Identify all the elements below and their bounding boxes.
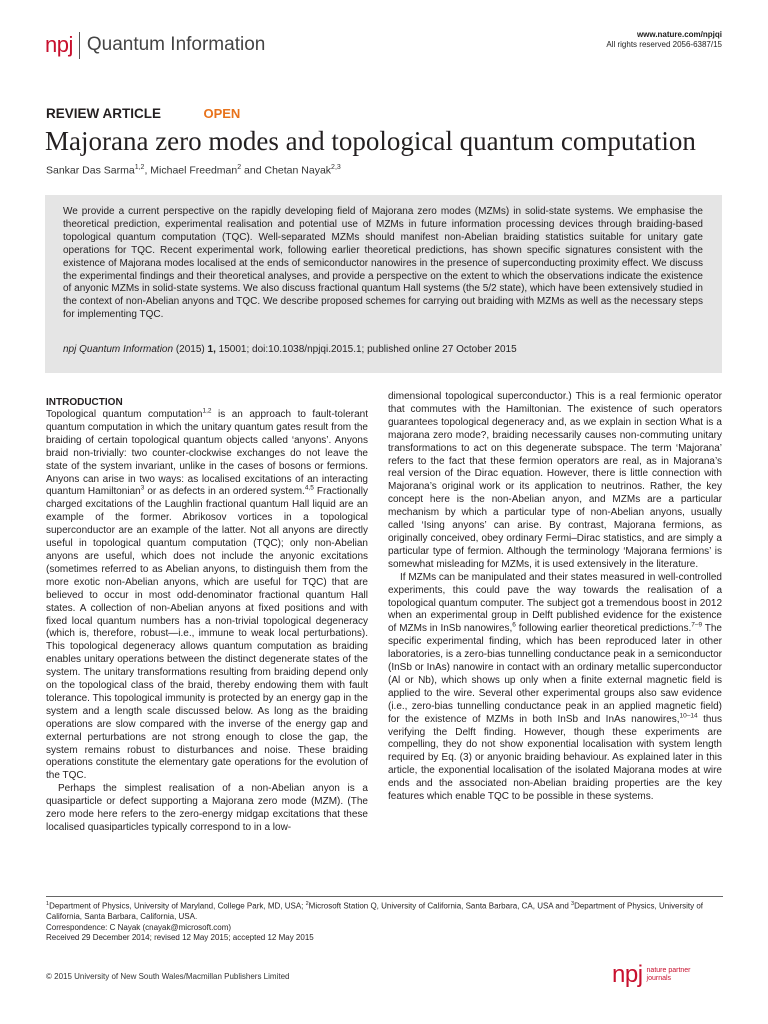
correspondence: Correspondence: C Nayak (cnayak@microsoft.com) [46, 922, 232, 932]
reference-marker: 4,5 [304, 485, 314, 493]
citation-volume: 1, [207, 344, 216, 355]
reference-marker: 1,2 [202, 407, 212, 415]
citation-journal: npj Quantum Information [63, 344, 174, 355]
partner-journals-label [647, 967, 691, 983]
open-access-label: OPEN [203, 106, 241, 121]
partner-line-2: journals [646, 975, 672, 982]
author-affiliation: 2,3 [331, 164, 341, 171]
rights-line: All rights reserved 2056-6387/15 [606, 40, 722, 49]
affiliations: $^1$Department of Physics, University of Maryland, College Park, MD, USA; $^2$Microsoft Station Q, University of California, Santa Barbara, CA, USA and $^3$Department of Physics, University of California, Santa Barbara, California, USA. [46, 901, 703, 922]
body-column-right [388, 391, 722, 804]
author-affiliation: 1,2 [134, 164, 145, 171]
logo-divider [79, 32, 80, 59]
body-paragraph: If MZMs can be manipulated and their states measured in well-controlled experiments, this could pave the way towards the realisation of a topological quantum computer. The subject got a tremendous boost in 2012 when an experimental group in Delft published evidence for the existence of MZMs in InSb nanowires,$^6$ following earlier theoretical predictions.$^{7-9}$ The specific experimental finding, which has been reproduced later in other laboratories, is a zero-bias tunnelling conductance peak in a semiconductor (InSb or InAs) nanowire in contact with an ordinary metallic superconductor (Al or Nb), which shows up only when a finite external magnetic field is applied to the wire. Several other experimental groups also saw evidence (i.e., zero-bias tunnelling conductance peak in an applied magnetic field) for the existence of MZMs in both InSb and InAs nanowires,$^{10-14}$ thus verifying the Delft finding. However, though these experiments are compelling, they do not show exponential localisation with system length required by Eq. (3) or anyonic braiding behaviour. As explained later in this article, the exponential localisation of the isolated Majorana modes at wire ends and the associated non-Abelian braiding properties are the key features which enable TQC to be possible in these systems. [388, 571, 722, 803]
affiliation-number: 3 [571, 901, 575, 907]
author-name: Michael Freedman [150, 164, 238, 177]
header-info [606, 30, 722, 50]
author-name: Sankar Das Sarma [46, 164, 135, 177]
journal-url[interactable]: www.nature.com/npjqi [636, 30, 722, 39]
author-name: Chetan Nayak [264, 164, 332, 177]
affiliation-number: 2 [305, 901, 309, 907]
citation-details: 15001; doi:10.1038/npjqi.2015.1; published online 27 October 2015 [218, 344, 517, 355]
abstract-text: We provide a current perspective on the rapidly developing field of Majorana zero modes (MZMs) in solid-state systems. We emphasise the theoretical prediction, experimental realisation and potential use of MZMs in future information processing devices through braiding-based topological quantum computation (TQC). Well-separated MZMs should manifest non-Abelian braiding statistics suitable for unitary gate operations for TQC. Recent experimental work, following earlier theoretical predictions, has shown specific signatures consistent with the existence of Majorana modes localised at the ends of semiconductor nanowires in the presence of superconducting proximity effect. We discuss the experimental findings and their theoretical analyses, and provide a perspective on the extent to which the observations indicate the existence of anyonic MZMs in solid-state systems. We also discuss fractional quantum Hall systems (the 5/2 state), which have been extensively studied in the context of non-Abelian anyons and TQC. We describe proposed schemes for carrying out braiding with MZMs as well as the necessary steps for implementing TQC. [63, 206, 703, 321]
copyright: © 2015 University of New South Wales/Macmillan Publishers Limited [46, 972, 290, 981]
footnotes [46, 899, 723, 944]
article-type-row [46, 105, 240, 123]
reference-marker: 3 [140, 485, 145, 493]
footer-npj-text: npj [612, 961, 643, 988]
footnote-divider [46, 896, 723, 897]
body-paragraph: Perhaps the simplest realisation of a non-Abelian anyon is a quasiparticle or defect supporting a Majorana zero mode (MZM). (The zero mode here refers to the zero-energy midgap excitations that these localised quasiparticles typically correspond to in a low- [46, 783, 368, 833]
body-column-left [46, 409, 368, 835]
reference-marker: 6 [512, 621, 516, 629]
author-affiliation: 2 [237, 164, 242, 171]
citation-line [63, 344, 517, 355]
npj-footer-logo [612, 961, 691, 989]
author-list: Sankar Das Sarma$^{1,2}$, Michael Freedman$^2$ and Chetan Nayak$^{2,3}$ [46, 164, 341, 177]
article-type: REVIEW ARTICLE [46, 106, 162, 121]
journal-name: Quantum Information [86, 34, 266, 55]
article-title: Majorana zero modes and topological quantum computation [45, 126, 696, 156]
section-heading-introduction: INTRODUCTION [46, 397, 123, 408]
journal-logo [45, 30, 265, 60]
reference-marker: 7–9 [691, 621, 703, 629]
reference-marker: 10–14 [679, 712, 698, 720]
npj-logo-text: npj [45, 32, 73, 57]
partner-line-1: nature partner [646, 967, 691, 974]
citation-year: (2015) [175, 344, 205, 355]
body-paragraph: dimensional topological superconductor.) This is a real fermionic operator that commutes with the Hamiltonian. The existence of such operators guarantees topological degeneracy and, as we explain in section What is a majorana zero mode?, braiding necessarily causes non-commuting unitary transformations to act on this degenerate subspace. The term ‘Majorana’ refers to the fact that these fermion operators are real, as in Majorana’s real version of the Dirac equation. However, there is little connection with Majorana’s original work or its application to neutrinos. Rather, the key concept here is the non-Abelian anyon, and MZMs are a particular mechanism by which a particular type of non-Abelian anyons, usually called ‘Ising anyons’ can arise. By contrast, Majorana fermions, as originally conceived, obey ordinary Fermi–Dirac statistics, and are simply a particular type of fermion. Although the terminology ‘Majorana fermions’ is somewhat misleading for MZMs, it is used extensively in the literature. [388, 391, 722, 570]
received-dates: Received 29 December 2014; revised 12 May 2015; accepted 12 May 2015 [46, 933, 314, 943]
body-paragraph: Topological quantum computation$^{1,2}$ is an approach to fault-tolerant quantum computation in which the unitary quantum gates result from the braiding of certain topological quantum objects called ‘anyons’. Anyons braid non-trivially: two counter-clockwise exchanges do not leave the state of the system invariant, unlike in the cases of bosons or fermions. Anyons can arise in two ways: as localised excitations of an interacting quantum Hamiltonian$^3$ or as defects in an ordered system.$^{4,5}$ Fractionally charged excitations of the Laughlin fractional quantum Hall liquid are an example of the former. Abrikosov vortices in a topological superconductor are an example of the latter. Not all anyons are directly useful in topological quantum computation (TQC); only non-Abelian anyons are useful, which does not include the anyonic excitations (sometimes referred to as Abelian anyons, to distinguish them from the more exotic non-Abelian anyons, which are useful for TQC) that are believed to occur in most odd-denominator fractional quantum Hall states. A collection of non-Abelian anyons at fixed positions and with fixed local quantum numbers has a non-trivial topological degeneracy (which is, therefore, robust—i.e., immune to weak local perturbations). This topological degeneracy allows quantum computation as braiding enables unitary operations between the distinct degenerate states of the system. The unitary transformations resulting from braiding depend only on the topological class of the braid, thereby endowing them with fault tolerance. This topological immunity is protected by an energy gap in the system and a length scale discussed below. As long as the braiding operations are slow compared with the inverse of the energy gap and external perturbations are not strong enough to close the gap, the system remains robust to disturbances and noise. These braiding operations constitute the elementary gate operations for the evolution of the TQC. [46, 407, 368, 782]
affiliation-number: 1 [46, 901, 50, 907]
